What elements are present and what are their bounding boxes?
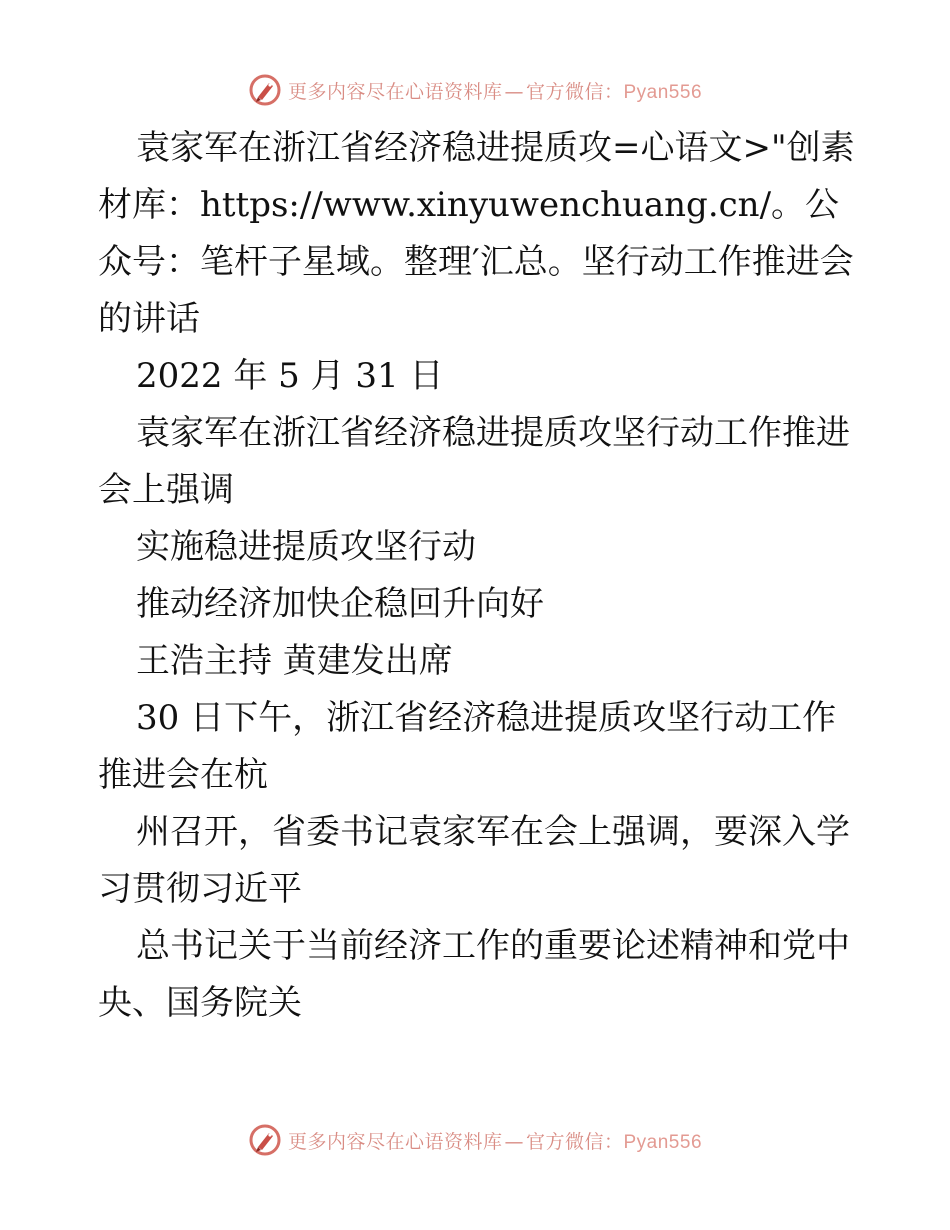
paragraph-subheadline-1: 实施稳进提质攻坚行动 (136, 527, 476, 567)
pen-nib-logo-icon (248, 73, 282, 107)
banner-wechat-id: Pyan556 (623, 1131, 703, 1153)
footer-banner (0, 1120, 950, 1160)
banner-wechat-id: Pyan556 (623, 81, 703, 103)
banner-site-name: 更多内容尽在心语资料库 (287, 80, 503, 103)
paragraph-date: 2022 年 5 月 31 日 (136, 356, 444, 396)
banner-wechat-label: 官方微信： (525, 80, 624, 103)
footer-banner-content (248, 1123, 702, 1157)
banner-site-name: 更多内容尽在心语资料库 (287, 1130, 503, 1153)
banner-dash: — (504, 1130, 524, 1153)
paragraph-byline: 王浩主持 黄建发出席 (136, 641, 453, 681)
document-body (98, 120, 858, 1032)
paragraph-headline: 袁家军在浙江省经济稳进提质攻坚行动工作推进会上强调 (98, 413, 850, 510)
banner-dash: — (504, 80, 524, 103)
paragraph-title: 袁家军在浙江省经济稳进提质攻=心语文>"创素材库：https://www.xinyuwenchuang.cn/。公众号：笔杆子星域。整理′汇总。坚行动工作推进会的讲话 (98, 128, 855, 339)
header-banner-content (248, 73, 702, 107)
banner-text (288, 1127, 702, 1154)
banner-wechat-label: 官方微信： (525, 1130, 624, 1153)
paragraph-body-3: 总书记关于当前经济工作的重要论述精神和党中央、国务院关 (98, 926, 850, 1023)
pen-nib-logo-icon (248, 1123, 282, 1157)
paragraph-body-2: 州召开，省委书记袁家军在会上强调，要深入学习贯彻习近平 (98, 812, 850, 909)
paragraph-body-1: 30 日下午，浙江省经济稳进提质攻坚行动工作推进会在杭 (98, 698, 837, 795)
banner-text (288, 77, 702, 104)
header-banner (0, 70, 950, 110)
paragraph-subheadline-2: 推动经济加快企稳回升向好 (136, 584, 544, 624)
